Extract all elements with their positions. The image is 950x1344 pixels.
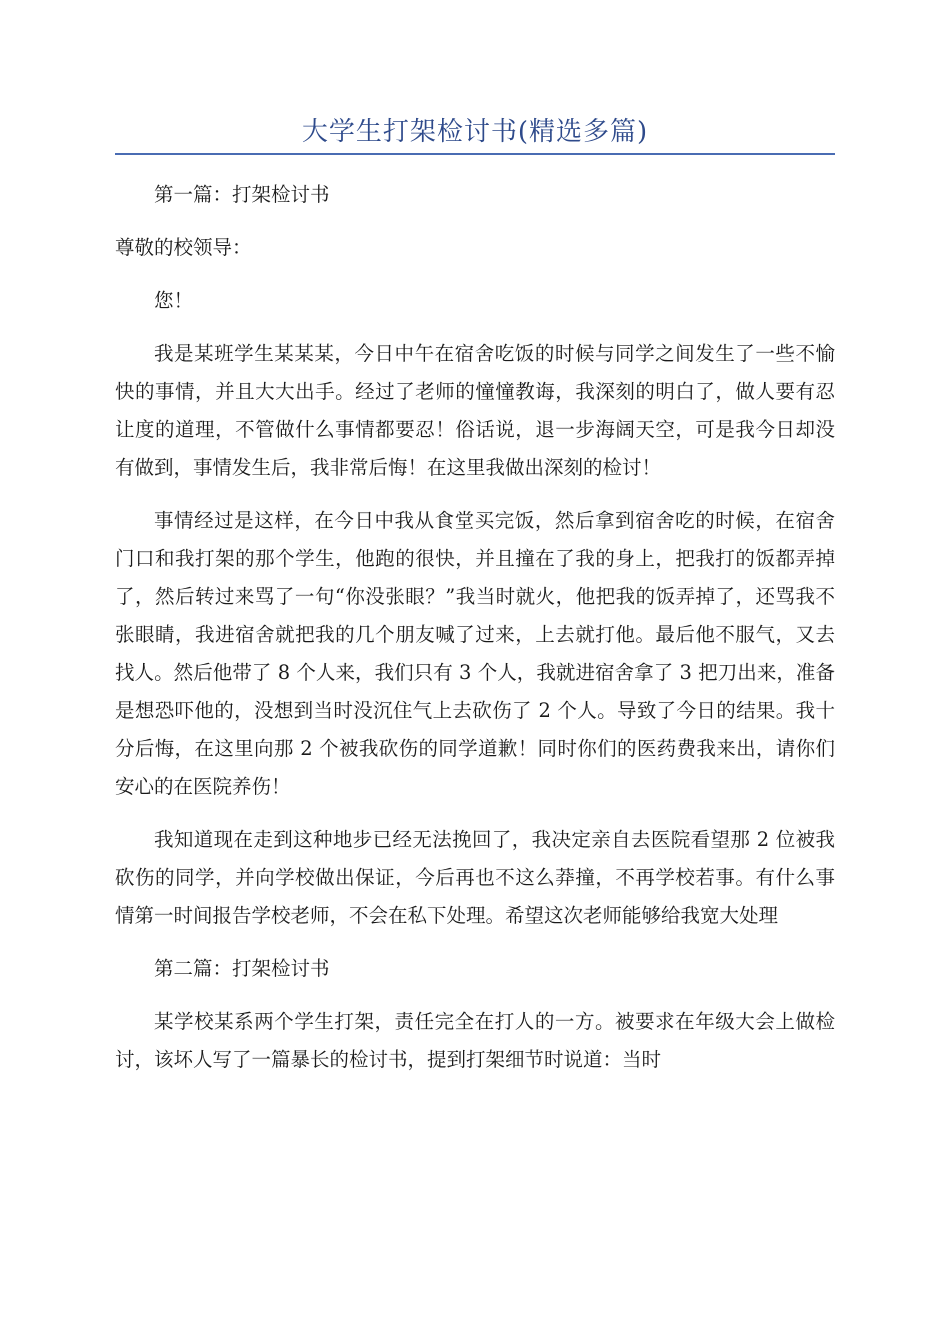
section-heading-1: 第一篇：打架检讨书 — [154, 183, 330, 206]
body-paragraph: 事情经过是这样，在今日中我从食堂买完饭，然后拿到宿舍吃的时候，在宿舍门口和我打架的那个学生，他跑的很快，并且撞在了我的身上，把我打的饭都弄掉了，然后转过来骂了一句“你没张眼？”我当时就火，他把我的饭弄掉了，还骂我不张眼睛，我进宿舍就把我的几个朋友喊了过来，上去就打他。最后他不服气，又去找人。然后他带了 8 个人来，我们只有 3 个人，我就进宿舍拿了 3 把刀出来，准备是想恐吓他的，没想到当时没沉住气上去砍伤了 2 个人。导致了今日的结果。我十分后悔，在这里向那 2 个被我砍伤的同学道歉！同时你们的医药费我来出，请你们安心的在医院养伤！ — [115, 509, 835, 798]
salutation: 尊敬的校领导： — [115, 236, 252, 259]
body-paragraph: 某学校某系两个学生打架，责任完全在打人的一方。被要求在年级大会上做检讨，该坏人写了一篇暴长的检讨书，提到打架细节时说道：当时 — [115, 1010, 835, 1071]
document-title: 大学生打架检讨书(精选多篇) — [301, 117, 649, 147]
body-paragraph: 我是某班学生某某某，今日中午在宿舍吃饭的时候与同学之间发生了一些不愉快的事情，并且大大出手。经过了老师的憧憧教诲，我深刻的明白了，做人要有忍让度的道理，不管做什么事情都要忍！俗话说，退一步海阔天空，可是我今日却没有做到，事情发生后，我非常后悔！在这里我做出深刻的检讨！ — [115, 342, 835, 479]
greeting: 您！ — [154, 289, 194, 312]
body-paragraph: 我知道现在走到这种地步已经无法挽回了，我决定亲自去医院看望那 2 位被我砍伤的同学，并向学校做出保证，今后再也不这么莽撞，不再学校若事。有什么事情第一时间报告学校老师，不会在私下处理。希望这次老师能够给我宽大处理 — [115, 828, 835, 927]
title-divider — [115, 153, 835, 155]
section-heading-2: 第二篇：打架检讨书 — [154, 957, 330, 980]
document-body — [115, 176, 835, 1094]
